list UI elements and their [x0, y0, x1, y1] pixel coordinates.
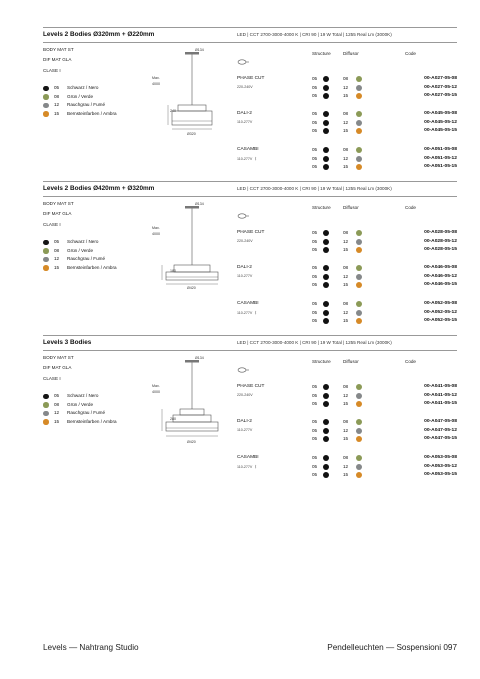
control-voltage	[237, 239, 253, 243]
control-voltage	[237, 85, 253, 89]
diffusor-swatch	[356, 401, 362, 407]
diffusor-swatch	[356, 436, 362, 442]
control-name: DALI-2	[237, 419, 252, 424]
voltage-text: 110-277V	[237, 274, 253, 278]
pendant-lamp-diagram	[148, 49, 236, 139]
structure-value: 05	[312, 128, 318, 133]
bluetooth-icon: ᛒ	[254, 310, 257, 315]
structure-swatch	[323, 318, 329, 324]
finish-code: 12	[54, 102, 60, 107]
structure-swatch	[323, 301, 329, 307]
diffusor-value: 12	[343, 84, 349, 90]
article-code: 00-A045-05-08	[424, 111, 457, 116]
section-top-rule	[43, 181, 457, 182]
order-row	[300, 120, 460, 128]
body-material: BODY MAT ST	[43, 201, 74, 206]
article-code: 00-A046-05-12	[424, 273, 457, 279]
diffusor-value: 12	[343, 463, 349, 469]
order-row	[300, 274, 460, 282]
structure-value: 05	[312, 392, 318, 398]
header-structure: Structure	[312, 205, 331, 210]
diffusor-swatch	[356, 247, 362, 253]
finish-swatch	[43, 248, 49, 254]
finish-name: Schwarz / Nero	[67, 239, 99, 244]
structure-swatch	[323, 85, 329, 91]
structure-value: 05	[312, 401, 318, 406]
article-code: 00-A027-05-15	[424, 93, 457, 98]
finish-legend-item	[43, 393, 153, 400]
structure-value: 05	[312, 318, 318, 323]
voltage-text: 110-277V	[237, 120, 253, 124]
diffuser-material: DIF MAT GLA	[43, 57, 72, 62]
order-row	[300, 384, 460, 392]
voltage-text: 220-240V	[237, 85, 253, 89]
article-code: 00-A051-05-08	[424, 147, 457, 152]
structure-swatch	[323, 265, 329, 271]
luminaire-drawing	[148, 49, 236, 139]
article-code: 00-A041-05-12	[424, 392, 457, 398]
finish-swatch	[43, 394, 49, 400]
diffusor-value: 12	[343, 427, 349, 433]
luminaire-drawing	[148, 203, 236, 293]
diffusor-value: 08	[343, 147, 349, 152]
diffusor-value: 15	[343, 436, 349, 441]
structure-value: 05	[312, 84, 318, 90]
finish-name: Bernsteinfarben / Ambra	[67, 264, 117, 270]
voltage-text: 220-240V	[237, 239, 253, 243]
control-name: PHASE CUT	[237, 384, 265, 389]
article-code: 00-A053-05-08	[424, 455, 457, 460]
structure-swatch	[323, 428, 329, 434]
structure-swatch	[323, 274, 329, 280]
structure-value: 05	[312, 265, 318, 270]
dim-max-value: 4000	[152, 232, 160, 236]
finish-legend-item	[43, 85, 153, 92]
finish-swatch	[43, 94, 49, 100]
structure-swatch	[323, 393, 329, 399]
pendant-lamp-diagram	[148, 357, 236, 447]
structure-value: 05	[312, 455, 318, 460]
article-code: 00-A041-05-15	[424, 401, 457, 406]
voltage-text: 110-277V	[237, 465, 253, 469]
class-label: CLASE I	[43, 222, 61, 227]
control-name: PHASE CUT	[237, 76, 265, 81]
order-row	[300, 436, 460, 444]
article-code: 00-A027-05-12	[424, 84, 457, 90]
article-code: 00-A053-05-15	[424, 472, 457, 477]
article-code: 00-A051-05-12	[424, 155, 457, 161]
structure-value: 05	[312, 238, 318, 244]
section-top-rule	[43, 27, 457, 28]
header-code: Code	[405, 205, 416, 210]
article-code: 00-A047-05-08	[424, 419, 457, 424]
diffusor-value: 15	[343, 128, 349, 133]
diffusor-value: 08	[343, 384, 349, 389]
order-row	[300, 128, 460, 136]
structure-swatch	[323, 239, 329, 245]
voltage-text: 110-277V	[237, 157, 253, 161]
article-code: 00-A027-05-08	[424, 76, 457, 81]
article-code: 00-A045-05-15	[424, 128, 457, 133]
finish-code: 08	[54, 93, 60, 99]
luminaire-drawing	[148, 357, 236, 447]
finish-name: Schwarz / Nero	[67, 85, 99, 90]
control-voltage	[237, 310, 257, 315]
structure-value: 05	[312, 147, 318, 152]
finish-legend-item	[43, 102, 153, 109]
finish-code: 12	[54, 256, 60, 261]
diffusor-value: 12	[343, 273, 349, 279]
body-material: BODY MAT ST	[43, 47, 74, 52]
structure-swatch	[323, 436, 329, 442]
structure-value: 05	[312, 273, 318, 279]
article-code: 00-A047-05-12	[424, 427, 457, 433]
structure-value: 05	[312, 384, 318, 389]
finish-name: Bernsteinfarben / Ambra	[67, 110, 117, 116]
dim-bottom: Ø420	[187, 440, 196, 444]
diffusor-swatch	[356, 128, 362, 134]
dim-max-label: Max.	[152, 384, 160, 388]
finish-legend-item	[43, 402, 153, 409]
finish-legend-item	[43, 239, 153, 246]
header-structure: Structure	[312, 51, 331, 56]
section-title: Levels 3 Bodies	[43, 339, 92, 346]
diffusor-value: 15	[343, 401, 349, 406]
structure-swatch	[323, 455, 329, 461]
structure-value: 05	[312, 164, 318, 169]
dim-max-value: 4000	[152, 82, 160, 86]
order-row	[300, 318, 460, 326]
order-row	[300, 230, 460, 238]
structure-swatch	[323, 464, 329, 470]
order-row	[300, 428, 460, 436]
order-row	[300, 472, 460, 480]
finish-code: 08	[54, 247, 60, 253]
finish-swatch	[43, 111, 49, 117]
header-diffusor: Diffusor	[343, 359, 359, 364]
article-code: 00-A047-05-15	[424, 436, 457, 441]
bluetooth-icon: ᛒ	[254, 156, 257, 161]
diffusor-value: 12	[343, 238, 349, 244]
finish-swatch	[43, 419, 49, 425]
finish-code: 12	[54, 410, 60, 415]
article-code: 00-A051-05-15	[424, 164, 457, 169]
structure-swatch	[323, 76, 329, 82]
diffusor-value: 08	[343, 230, 349, 235]
finish-code: 15	[54, 110, 60, 116]
structure-swatch	[323, 282, 329, 288]
lamp-bulb-icon	[237, 206, 249, 212]
structure-value: 05	[312, 463, 318, 469]
finish-code: 15	[54, 418, 60, 424]
diffusor-swatch	[356, 76, 362, 82]
order-row	[300, 393, 460, 401]
article-code: 00-A053-05-12	[424, 463, 457, 469]
diffusor-swatch	[356, 156, 362, 162]
order-row	[300, 156, 460, 164]
structure-swatch	[323, 401, 329, 407]
body-material: BODY MAT ST	[43, 355, 74, 360]
article-code: 00-A041-05-08	[424, 384, 457, 389]
dim-bottom: Ø320	[187, 132, 196, 136]
pendant-lamp-diagram	[148, 203, 236, 293]
structure-value: 05	[312, 427, 318, 433]
finish-swatch	[43, 411, 49, 417]
section-sub-rule	[43, 350, 457, 351]
finish-name: Grün / Verde	[67, 93, 94, 99]
finish-name: Rauchgrau / Fumé	[67, 102, 106, 107]
order-row	[300, 419, 460, 427]
section-sub-rule	[43, 196, 457, 197]
diffusor-swatch	[356, 310, 362, 316]
control-name: DALI-2	[237, 111, 252, 116]
section-sub-rule	[43, 42, 457, 43]
structure-swatch	[323, 230, 329, 236]
diffusor-swatch	[356, 282, 362, 288]
structure-value: 05	[312, 111, 318, 116]
header-diffusor: Diffusor	[343, 51, 359, 56]
structure-swatch	[323, 93, 329, 99]
section-top-rule	[43, 335, 457, 336]
finish-name: Rauchgrau / Fumé	[67, 256, 106, 261]
structure-swatch	[323, 120, 329, 126]
finish-legend-item	[43, 419, 153, 426]
structure-swatch	[323, 472, 329, 478]
order-row	[300, 76, 460, 84]
dim-max-label: Max.	[152, 76, 160, 80]
order-row	[300, 310, 460, 318]
header-code: Code	[405, 51, 416, 56]
diffusor-swatch	[356, 393, 362, 399]
finish-legend-item	[43, 248, 153, 255]
structure-value: 05	[312, 76, 318, 81]
article-code: 00-A052-05-08	[424, 301, 457, 306]
diffuser-material: DIF MAT GLA	[43, 365, 72, 370]
control-name: CASAMBI	[237, 301, 259, 306]
structure-swatch	[323, 111, 329, 117]
order-row	[300, 93, 460, 101]
article-code: 00-A028-05-12	[424, 238, 457, 244]
structure-value: 05	[312, 472, 318, 477]
article-code: 00-A028-05-15	[424, 247, 457, 252]
section-spec: LED | CCT 2700-3000-4000 K | CRI 90 | 19 W Total | 1255 Real Lm (3000K)	[237, 32, 392, 37]
article-code: 00-A052-05-15	[424, 318, 457, 323]
control-voltage	[237, 120, 252, 124]
structure-value: 05	[312, 419, 318, 424]
section-spec: LED | CCT 2700-3000-4000 K | CRI 90 | 19 W Total | 1255 Real Lm (3000K)	[237, 186, 392, 191]
order-row	[300, 282, 460, 290]
structure-swatch	[323, 384, 329, 390]
article-code: 00-A046-05-15	[424, 282, 457, 287]
bluetooth-icon: ᛒ	[254, 464, 257, 469]
structure-value: 05	[312, 309, 318, 315]
order-row	[300, 85, 460, 93]
structure-value: 05	[312, 282, 318, 287]
diffusor-value: 15	[343, 164, 349, 169]
section-title: Levels 2 Bodies Ø420mm + Ø320mm	[43, 185, 155, 192]
diffusor-swatch	[356, 239, 362, 245]
diffusor-value: 15	[343, 282, 349, 287]
section-spec: LED | CCT 2700-3000-4000 K | CRI 90 | 19 W Total | 1255 Real Lm (3000K)	[237, 340, 392, 345]
diffusor-swatch	[356, 93, 362, 99]
control-voltage	[237, 428, 252, 432]
finish-code: 08	[54, 401, 60, 407]
diffusor-swatch	[356, 301, 362, 307]
control-name: DALI-2	[237, 265, 252, 270]
order-row	[300, 301, 460, 309]
finish-name: Grün / Verde	[67, 247, 94, 253]
diffusor-value: 12	[343, 119, 349, 125]
voltage-text: 110-277V	[237, 428, 253, 432]
diffusor-swatch	[356, 111, 362, 117]
voltage-text: 220-240V	[237, 393, 253, 397]
diffusor-value: 12	[343, 392, 349, 398]
finish-name: Bernsteinfarben / Ambra	[67, 418, 117, 424]
lamp-bulb-icon	[237, 360, 249, 366]
section-title: Levels 2 Bodies Ø320mm + Ø220mm	[43, 31, 155, 38]
finish-legend-item	[43, 94, 153, 101]
diffusor-swatch	[356, 230, 362, 236]
structure-value: 05	[312, 247, 318, 252]
finish-swatch	[43, 402, 49, 408]
voltage-text: 110-277V	[237, 311, 253, 315]
finish-name: Grün / Verde	[67, 401, 94, 407]
diffusor-swatch	[356, 85, 362, 91]
article-code: 00-A045-05-12	[424, 119, 457, 125]
header-code: Code	[405, 359, 416, 364]
structure-value: 05	[312, 230, 318, 235]
article-code: 00-A046-05-08	[424, 265, 457, 270]
dim-max-label: Max.	[152, 226, 160, 230]
diffusor-value: 08	[343, 111, 349, 116]
finish-swatch	[43, 103, 49, 109]
structure-swatch	[323, 156, 329, 162]
finish-code: 05	[54, 393, 60, 398]
finish-swatch	[43, 86, 49, 92]
diffusor-swatch	[356, 384, 362, 390]
diffusor-value: 15	[343, 318, 349, 323]
structure-value: 05	[312, 301, 318, 306]
diffusor-value: 08	[343, 455, 349, 460]
diffusor-value: 15	[343, 93, 349, 98]
finish-swatch	[43, 265, 49, 271]
diffusor-swatch	[356, 428, 362, 434]
structure-swatch	[323, 310, 329, 316]
control-voltage	[237, 393, 253, 397]
header-diffusor: Diffusor	[343, 205, 359, 210]
control-name: CASAMBI	[237, 455, 259, 460]
diffusor-swatch	[356, 147, 362, 153]
diffusor-value: 08	[343, 265, 349, 270]
finish-legend-item	[43, 256, 153, 263]
finish-swatch	[43, 240, 49, 246]
structure-swatch	[323, 419, 329, 425]
dim-height: 180	[170, 269, 176, 273]
dim-height: 240	[170, 109, 176, 113]
diffusor-swatch	[356, 265, 362, 271]
dim-top: Ø134	[195, 356, 204, 360]
diffusor-value: 08	[343, 419, 349, 424]
order-row	[300, 164, 460, 172]
finish-name: Schwarz / Nero	[67, 393, 99, 398]
class-label: CLASE I	[43, 376, 61, 381]
structure-value: 05	[312, 93, 318, 98]
finish-legend-item	[43, 410, 153, 417]
diffusor-swatch	[356, 164, 362, 170]
finish-code: 15	[54, 264, 60, 270]
structure-swatch	[323, 247, 329, 253]
diffusor-swatch	[356, 464, 362, 470]
dim-top: Ø134	[195, 202, 204, 206]
diffusor-swatch	[356, 120, 362, 126]
order-row	[300, 111, 460, 119]
dim-height: 280	[170, 417, 176, 421]
article-code: 00-A052-05-12	[424, 309, 457, 315]
diffusor-value: 12	[343, 155, 349, 161]
finish-legend-item	[43, 265, 153, 272]
diffuser-material: DIF MAT GLA	[43, 211, 72, 216]
control-name: CASAMBI	[237, 147, 259, 152]
dim-max-value: 4000	[152, 390, 160, 394]
order-row	[300, 239, 460, 247]
diffusor-swatch	[356, 419, 362, 425]
order-row	[300, 401, 460, 409]
diffusor-value: 08	[343, 301, 349, 306]
lamp-bulb-icon	[237, 52, 249, 58]
control-name: PHASE CUT	[237, 230, 265, 235]
diffusor-value: 15	[343, 472, 349, 477]
order-row	[300, 455, 460, 463]
finish-swatch	[43, 257, 49, 263]
control-voltage	[237, 274, 252, 278]
article-code: 00-A028-05-08	[424, 230, 457, 235]
finish-code: 05	[54, 85, 60, 90]
control-voltage	[237, 156, 257, 161]
dim-bottom: Ø420	[187, 286, 196, 290]
diffusor-swatch	[356, 472, 362, 478]
structure-value: 05	[312, 155, 318, 161]
diffusor-swatch	[356, 274, 362, 280]
finish-code: 05	[54, 239, 60, 244]
structure-value: 05	[312, 119, 318, 125]
structure-swatch	[323, 128, 329, 134]
diffusor-value: 08	[343, 76, 349, 81]
diffusor-swatch	[356, 455, 362, 461]
footer-left: Levels — Nahtrang Studio	[43, 643, 139, 652]
finish-legend-item	[43, 111, 153, 118]
diffusor-value: 12	[343, 309, 349, 315]
order-row	[300, 247, 460, 255]
footer-right: Pendelleuchten — Sospensioni 097	[327, 643, 457, 652]
dim-top: Ø134	[195, 48, 204, 52]
diffusor-swatch	[356, 318, 362, 324]
control-voltage	[237, 464, 257, 469]
diffusor-value: 15	[343, 247, 349, 252]
structure-value: 05	[312, 436, 318, 441]
finish-name: Rauchgrau / Fumé	[67, 410, 106, 415]
structure-swatch	[323, 164, 329, 170]
header-structure: Structure	[312, 359, 331, 364]
order-row	[300, 147, 460, 155]
order-row	[300, 265, 460, 273]
order-row	[300, 464, 460, 472]
structure-swatch	[323, 147, 329, 153]
class-label: CLASE I	[43, 68, 61, 73]
